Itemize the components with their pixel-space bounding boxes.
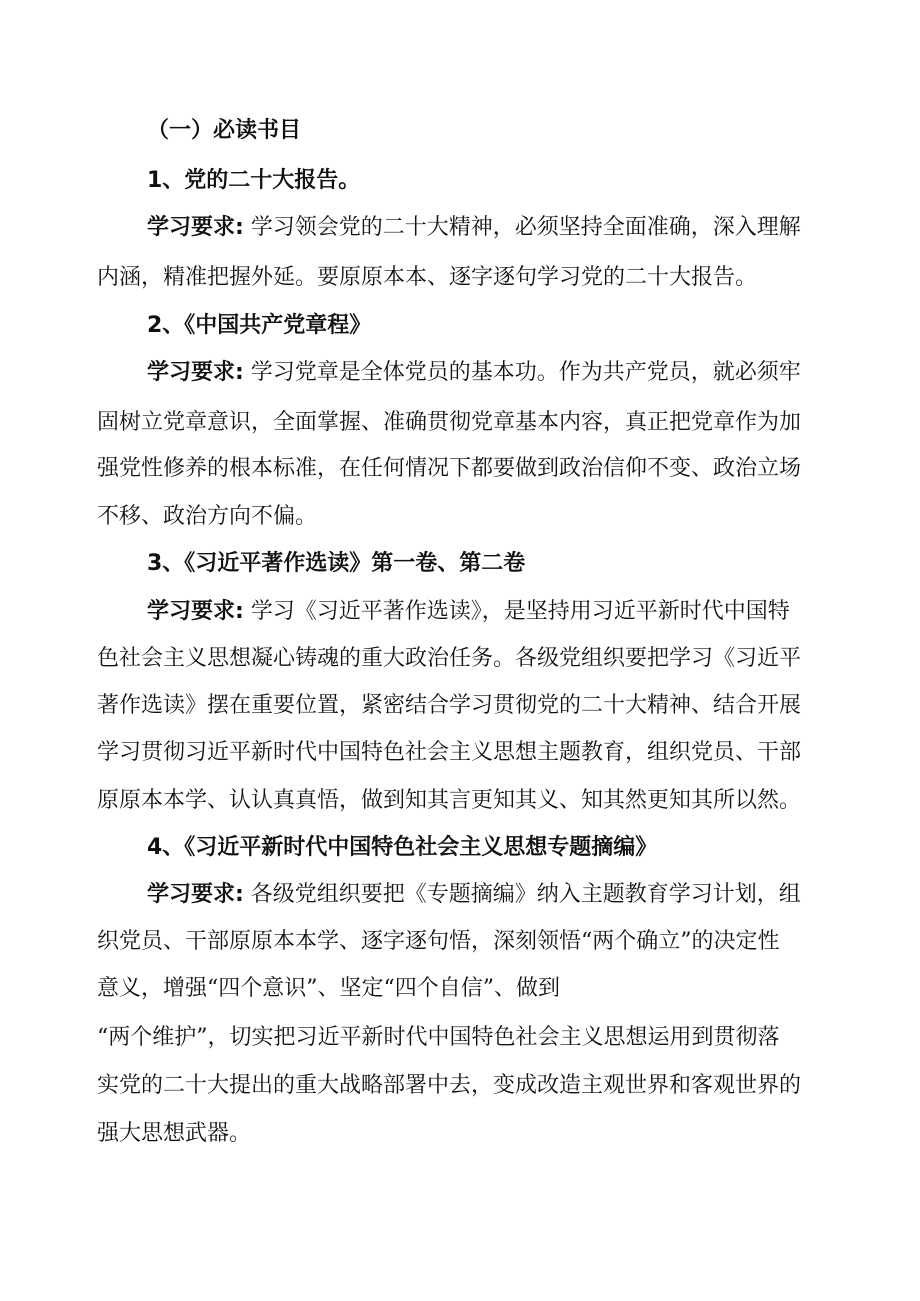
item-3-title: 3、《习近平著作选读》第一卷、第二卷 [147, 551, 526, 576]
item-1-text: 学习领会党的二十大精神，必须坚持全面准确，深入理解 [243, 215, 801, 240]
item-2-paragraph-line-2: 固树立党章意识，全面掌握、准确贯彻党章基本内容，真正把党章作为加 [97, 410, 802, 435]
section-heading: （一）必读书目 [147, 118, 302, 143]
item-4-paragraph-line-1 [147, 880, 801, 910]
item-4-paragraph-line-2: 织党员、干部原原本本学、逐字逐句悟，深刻领悟“两个确立”的决定性 [97, 929, 780, 954]
item-1-paragraph-line-1 [147, 213, 801, 243]
item-3-paragraph-line-2: 色社会主义思想凝心铸魂的重大政治任务。各级党组织要把学习《习近平 [97, 646, 802, 671]
item-3-paragraph-line-1 [147, 597, 790, 627]
item-2-paragraph-line-3: 强党性修养的根本标准，在任何情况下都要做到政治信仰不变、政治立场 [97, 456, 802, 481]
item-4-text: 各级党组织要把《专题摘编》纳入主题教育学习计划，组 [243, 882, 801, 907]
item-1-title: 1、党的二十大报告。 [147, 168, 361, 193]
item-3-paragraph-line-4: 学习贯彻习近平新时代中国特色社会主义思想主题教育，组织党员、干部 [97, 740, 802, 765]
item-2-requirement-label: 学习要求: [147, 360, 244, 385]
item-1-requirement-label: 学习要求: [147, 215, 244, 240]
item-1-paragraph-line-2: 内涵，精准把握外延。要原原本本、逐字逐句学习党的二十大报告。 [97, 265, 758, 290]
item-2-title: 2、《中国共产党章程》 [147, 313, 372, 338]
item-3-paragraph-line-3: 著作选读》摆在重要位置，紧密结合学习贯彻党的二十大精神、结合开展 [97, 693, 802, 718]
item-2-paragraph-line-1 [147, 358, 801, 388]
item-2-text: 学习党章是全体党员的基本功。作为共产党员，就必须牢 [243, 360, 801, 385]
item-3-text: 学习《习近平著作选读》，是坚持用习近平新时代中国特 [243, 599, 790, 624]
item-4-paragraph-line-3: 意义，增强“四个意识”、坚定“四个自信”、做到 [97, 976, 560, 1001]
item-3-requirement-label: 学习要求: [147, 599, 244, 624]
item-2-paragraph-line-4: 不移、政治方向不偏。 [97, 504, 318, 529]
item-3-paragraph-line-5: 原原本本学、认认真真悟，做到知其言更知其义、知其然更知其所以然。 [97, 788, 802, 813]
item-4-paragraph-line-6: 强大思想武器。 [97, 1121, 252, 1146]
item-4-title: 4、《习近平新时代中国特色社会主义思想专题摘编》 [147, 835, 658, 860]
item-4-requirement-label: 学习要求: [147, 882, 244, 907]
item-4-paragraph-line-5: 实党的二十大提出的重大战略部署中去，变成改造主观世界和客观世界的 [97, 1073, 802, 1098]
item-4-paragraph-line-4: “两个维护”，切实把习近平新时代中国特色社会主义思想运用到贯彻落 [97, 1025, 780, 1050]
